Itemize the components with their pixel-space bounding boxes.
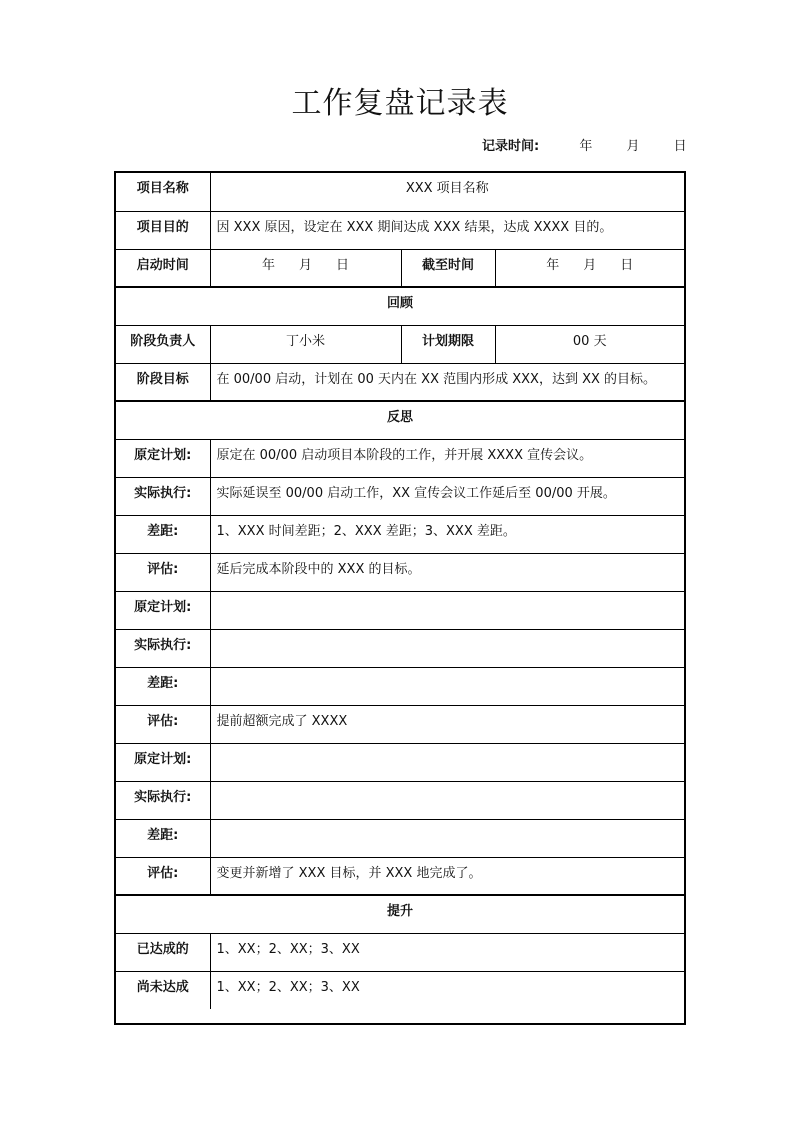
reflect-row [116,591,684,629]
reflect-label: 原定计划: [116,743,210,781]
project-name-label: 项目名称 [116,173,210,211]
reflect-row [116,705,684,743]
review-section-header: 回顾 [116,287,684,325]
achieved-value[interactable]: 1、XX；2、XX；3、XX [210,933,684,971]
reflect-label: 差距: [116,819,210,857]
record-year: 年 [579,139,593,154]
reflect-row [116,515,684,553]
reflect-value[interactable] [210,667,684,705]
reflect-row [116,857,684,895]
start-month: 月 [298,257,312,273]
row-stage-goal [116,363,684,401]
end-year: 年 [546,257,560,273]
row-improve-header [116,895,684,933]
reflect-row [116,477,684,515]
project-name-value[interactable]: XXX 项目名称 [210,173,684,211]
start-year: 年 [261,257,275,273]
project-goal-value[interactable]: 因 XXX 原因，设定在 XXX 期间达成 XXX 结果，达成 XXXX 目的。 [210,211,684,249]
reflect-value[interactable]: 提前超额完成了 XXXX [210,705,684,743]
not-achieved-label: 尚未达成 [116,971,210,1009]
end-time-value[interactable] [495,249,684,287]
review-table [114,171,686,1025]
reflect-row [116,553,684,591]
reflect-value[interactable]: 1、XXX 时间差距；2、XXX 差距；3、XXX 差距。 [210,515,684,553]
row-not-achieved [116,971,684,1009]
reflect-value[interactable] [210,743,684,781]
record-month: 月 [626,139,640,154]
reflect-row [116,781,684,819]
end-month: 月 [583,257,597,273]
improve-section-header: 提升 [116,895,684,933]
reflect-value[interactable] [210,591,684,629]
end-time-label: 截至时间 [401,249,495,287]
row-reflect-header [116,401,684,439]
reflect-label: 评估: [116,857,210,895]
page-title: 工作复盘记录表 [291,86,509,121]
reflect-value[interactable] [210,781,684,819]
row-stage-owner [116,325,684,363]
reflect-row [116,439,684,477]
plan-period-value[interactable]: 00 天 [495,325,684,363]
reflect-row [116,667,684,705]
row-dates [116,249,684,287]
record-time [482,135,687,154]
start-day: 日 [336,257,350,273]
achieved-label: 已达成的 [116,933,210,971]
reflect-label: 差距: [116,667,210,705]
record-time-label: 记录时间: [482,139,540,154]
stage-goal-value[interactable]: 在 00/00 启动，计划在 00 天内在 XX 范围内形成 XXX，达到 XX 的目标。 [210,363,684,401]
reflect-value[interactable]: 延后完成本阶段中的 XXX 的目标。 [210,553,684,591]
row-project-goal [116,211,684,249]
row-project-name [116,173,684,211]
row-achieved [116,933,684,971]
stage-goal-label: 阶段目标 [116,363,210,401]
reflect-value[interactable]: 变更并新增了 XXX 目标，并 XXX 地完成了。 [210,857,684,895]
reflect-section-header: 反思 [116,401,684,439]
reflect-row [116,819,684,857]
plan-period-label: 计划期限 [401,325,495,363]
reflect-label: 实际执行: [116,477,210,515]
row-review-header [116,287,684,325]
reflect-label: 实际执行: [116,629,210,667]
reflect-label: 原定计划: [116,439,210,477]
reflect-label: 原定计划: [116,591,210,629]
start-time-value[interactable] [210,249,401,287]
reflect-value[interactable] [210,819,684,857]
reflect-label: 差距: [116,515,210,553]
end-day: 日 [620,257,634,273]
reflect-row [116,743,684,781]
reflect-label: 评估: [116,553,210,591]
reflect-value[interactable]: 实际延误至 00/00 启动工作，XX 宣传会议工作延后至 00/00 开展。 [210,477,684,515]
stage-owner-label: 阶段负责人 [116,325,210,363]
not-achieved-value[interactable]: 1、XX；2、XX；3、XX [210,971,684,1009]
reflect-label: 评估: [116,705,210,743]
start-time-label: 启动时间 [116,249,210,287]
record-day: 日 [673,139,687,154]
stage-owner-value[interactable]: 丁小米 [210,325,401,363]
reflect-value[interactable]: 原定在 00/00 启动项目本阶段的工作，并开展 XXXX 宣传会议。 [210,439,684,477]
project-goal-label: 项目目的 [116,211,210,249]
reflect-label: 实际执行: [116,781,210,819]
reflect-value[interactable] [210,629,684,667]
reflect-row [116,629,684,667]
